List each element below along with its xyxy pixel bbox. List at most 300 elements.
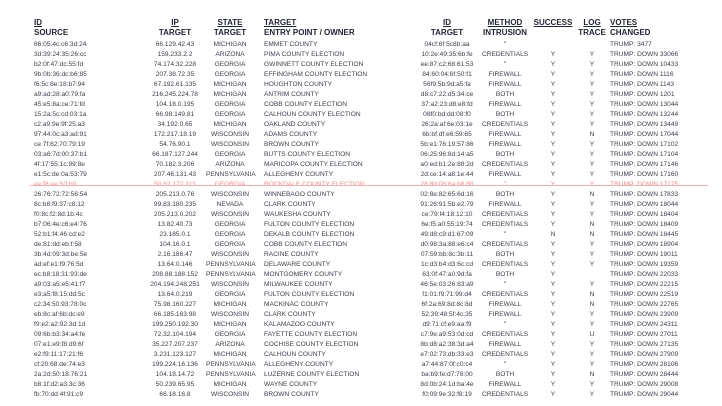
source-id-cell: b7:06:4e:c6:e4:76 [34, 221, 87, 228]
header-trace-line2: TRACE [578, 28, 606, 37]
ip-target-cell: 205.213.0.76 [155, 191, 195, 198]
votes-cell: TRUMP: DOWN 1116 [610, 71, 674, 78]
entry-point-cell: ROCKDALE COUNTY ELECTION [264, 181, 365, 188]
source-id-cell: ad:ef:e1:f9:76:5d [34, 261, 84, 268]
log-trace-cell: Y [589, 51, 595, 58]
target-id-cell: a7:44:87:0f:c0:c4 [421, 361, 473, 368]
method-cell: CREDENTIALS [482, 221, 529, 228]
target-id-cell: 46:5e:03:26:83:a9 [420, 281, 474, 288]
entry-point-cell: ANTRIM COUNTY [264, 91, 319, 98]
log-trace-cell: Y [589, 151, 595, 158]
table-row [0, 40, 722, 50]
source-id-cell: 3b:4d:09:3d:be:5e [34, 251, 88, 258]
ip-target-cell: 199.224.16.136 [152, 361, 198, 368]
target-id-cell: f0:09:9e:32:f8:19 [422, 391, 472, 398]
log-trace-cell: Y [589, 351, 595, 358]
entry-point-cell: KALAMAZOO COUNTY [264, 321, 335, 328]
ip-target-cell: 67.192.61.135 [153, 81, 197, 88]
target-id-cell: d9:71:cf:e9:aa:f9 [422, 321, 472, 328]
source-id-cell: 8c:b8:f9:37:c8:12 [34, 201, 85, 208]
entry-point-cell: LUZERNE COUNTY ELECTION [264, 371, 360, 378]
state-cell: MICHIGAN [213, 351, 247, 358]
target-id-cell: a0:ed:b1:2e:88:2d [420, 161, 474, 168]
votes-cell: TRUMP: DOWN 29044 [610, 391, 679, 398]
source-id-cell: 09:6b:b3:34:a4:fe [34, 331, 86, 338]
ip-target-cell: 204.194.248.251 [150, 281, 200, 288]
log-trace-cell: Y [589, 211, 595, 218]
log-trace-cell: Y [589, 341, 595, 348]
success-cell: Y [550, 161, 556, 168]
target-id-cell: 56f9:5b:9d:a5:fa [423, 81, 471, 88]
log-trace-cell: U [589, 331, 595, 338]
success-cell: Y [550, 121, 556, 128]
target-id-cell: 07:59:bb:8c:3b:11 [420, 251, 474, 258]
method-cell: BOTH [495, 271, 515, 278]
ip-target-cell: 172.217.18.19 [153, 131, 197, 138]
success-cell: Y [550, 371, 556, 378]
table-row [0, 100, 722, 110]
source-id-cell: 26:76:72:72:56:54 [34, 191, 88, 198]
table-row [0, 300, 722, 310]
method-cell: BOTH [495, 151, 515, 158]
success-cell: Y [550, 71, 556, 78]
votes-cell: TRUMP: DOWN 24311 [610, 321, 678, 328]
state-cell: ARIZONA [215, 161, 245, 168]
method-cell: FIREWALL [488, 171, 522, 178]
method-cell: FIREWALL [488, 131, 522, 138]
state-cell: GEORGIA [214, 291, 246, 298]
header-entry-owner-line2: ENTRY POINT / OWNER [264, 28, 355, 37]
log-trace-cell: N [589, 371, 595, 378]
success-cell: Y [550, 331, 556, 338]
entry-point-cell: ALLEGHENY COUNTY [264, 171, 334, 178]
success-cell: Y [550, 351, 556, 358]
ip-target-cell: 66.18.16.8 [159, 391, 191, 398]
success-cell: Y [550, 141, 556, 148]
votes-cell: TRUMP: DOWN 13244 [610, 111, 679, 118]
header-id-target: ID [443, 18, 451, 27]
votes-cell: TRUMP: DOWN 1143 [610, 81, 674, 88]
votes-cell: TRUMP: DOWN 17044 [610, 131, 679, 138]
method-cell: BOTH [495, 251, 515, 258]
log-trace-cell: Y [589, 261, 595, 268]
ip-target-cell: 13.64.0.146 [157, 261, 193, 268]
header-votes: VOTES [610, 18, 638, 27]
entry-point-cell: CALHOUN COUNTY [264, 351, 326, 358]
method-cell: " [503, 181, 507, 188]
log-trace-cell: Y [589, 391, 595, 398]
target-id-cell: 04cf:6f:5c8b:aa [424, 41, 470, 48]
target-id-cell: 02:8e:82:65:6d:16 [420, 191, 474, 198]
success-cell: Y [550, 181, 556, 188]
table-row [0, 170, 722, 180]
method-cell: CREDENTIALS [482, 241, 529, 248]
table-row [0, 240, 722, 250]
method-cell: " [503, 361, 507, 368]
method-cell: FIREWALL [488, 301, 522, 308]
entry-point-cell: WAUKESHA COUNTY [264, 211, 331, 218]
votes-cell: TRUMP: DOWN 28106 [610, 361, 679, 368]
success-cell: N [550, 231, 556, 238]
source-id-cell: 4f:17:55:1c:99:8e [34, 161, 85, 168]
method-cell: FIREWALL [488, 101, 522, 108]
state-cell: MICHIGAN [213, 91, 247, 98]
entry-point-cell: ALLEGHENY COUNTY [264, 361, 334, 368]
ip-target-cell: 13.64.0.219 [157, 291, 193, 298]
header-ip-target: IP [171, 18, 179, 27]
method-cell: BOTH [495, 191, 515, 198]
entry-point-cell: ADAMS COUNTY [264, 131, 318, 138]
ip-target-cell: 50.62.172.113 [154, 181, 196, 188]
method-cell: FIREWALL [488, 341, 522, 348]
table-row [0, 210, 722, 220]
ip-target-cell: 75.98.160.227 [153, 301, 197, 308]
table-row [0, 180, 722, 190]
source-id-cell: ec:b8:18:31:93:de [34, 271, 87, 278]
method-cell: CREDENTIALS [482, 161, 529, 168]
log-trace-cell: N [589, 131, 595, 138]
success-cell: Y [550, 151, 556, 158]
target-id-cell: ce:79:f4:18:12:10 [421, 211, 473, 218]
state-cell: MICHIGAN [213, 321, 247, 328]
entry-point-cell: BROWN COUNTY [264, 141, 319, 148]
state-cell: GEORGIA [214, 181, 246, 188]
source-id-cell: f9:e2:a2:92:3d:1d [34, 321, 86, 328]
source-id-cell: c2:34:50:93:78:0c [34, 301, 87, 308]
table-row [0, 390, 722, 400]
method-cell: CREDENTIALS [482, 51, 529, 58]
votes-cell: TRUMP: DOWN 10433 [610, 61, 679, 68]
votes-cell: TRUMP: DOWN 22215 [610, 281, 679, 288]
table-row [0, 130, 722, 140]
ip-target-cell: 99.83.180.235 [153, 201, 197, 208]
state-cell: WISCONSIN [210, 251, 250, 258]
source-id-cell: c2:a9:9e:9f:25:a3 [34, 121, 85, 128]
ip-target-cell: 66.129.42.43 [155, 41, 195, 48]
ip-target-cell: 23.185.0.1 [159, 231, 191, 238]
success-cell: Y [550, 211, 556, 218]
method-cell: " [503, 321, 507, 328]
table-row [0, 350, 722, 360]
success-cell: Y [550, 131, 556, 138]
ip-target-cell: 104.16.0.1 [159, 241, 191, 248]
source-id-cell: 03:a6:7d:00:37:b1 [34, 151, 88, 158]
log-trace-cell: Y [589, 121, 595, 128]
source-id-cell: f0:8c:f2:8d:1b:4c [34, 211, 83, 218]
method-cell: CREDENTIALS [482, 261, 529, 268]
log-trace-cell: Y [589, 161, 595, 168]
log-trace-cell: Y [589, 321, 595, 328]
log-trace-cell: Y [589, 71, 595, 78]
success-cell: Y [550, 271, 556, 278]
method-cell: " [503, 281, 507, 288]
log-trace-cell: Y [589, 381, 595, 388]
success-cell: Y [550, 51, 556, 58]
entry-point-cell: CLARK COUNTY [264, 201, 316, 208]
source-id-cell: cf:20:68:de:74:e3 [34, 361, 85, 368]
target-id-cell: 6f:2a:69:8d:8c:8d [421, 301, 473, 308]
state-cell: WISCONSIN [210, 211, 250, 218]
entry-point-cell: WAYNE COUNTY [264, 381, 318, 388]
source-id-cell: 15:2a:5c:cd:03:1a [34, 111, 87, 118]
success-cell: Y [550, 391, 556, 398]
log-trace-cell: N [589, 301, 595, 308]
entry-point-cell: MILWAUKEE COUNTY [264, 281, 333, 288]
ip-target-cell: 35.227.207.237 [152, 341, 198, 348]
source-id-cell: 86:05:4c:c6:3d:24 [34, 41, 87, 48]
method-cell: CREDENTIALS [482, 331, 529, 338]
table-row [0, 380, 722, 390]
ip-target-cell: 207.46.131.43 [153, 171, 197, 178]
state-cell: MICHIGAN [213, 81, 247, 88]
ip-target-cell: 2.16.186.47 [157, 251, 193, 258]
log-trace-cell: Y [589, 311, 595, 318]
entry-point-cell: COBB COUNTY ELECTION [264, 101, 348, 108]
votes-cell: TRUMP: DOWN 1201 [610, 91, 675, 98]
method-cell: CREDENTIALS [482, 291, 529, 298]
state-cell: MICHIGAN [213, 381, 247, 388]
state-cell: PENNSYLVANIA [206, 171, 256, 178]
source-id-cell: 9b:0b:36:dc:b6:85 [34, 71, 87, 78]
table-row [0, 60, 722, 70]
ip-target-cell: 70.182.3.206 [155, 161, 195, 168]
table-row [0, 90, 722, 100]
table-row [0, 160, 722, 170]
success-cell: Y [550, 321, 556, 328]
table-row [0, 220, 722, 230]
source-id-cell: e1:5c:de:0a:53:79 [34, 171, 87, 178]
votes-cell: TRUMP: DOWN 33066 [610, 51, 679, 58]
table-row [0, 80, 722, 90]
entry-point-cell: GWINNETT COUNTY ELECTION [264, 61, 364, 68]
state-cell: GEORGIA [214, 221, 246, 228]
ip-target-cell: 3.231.123.127 [153, 351, 197, 358]
log-trace-cell: N [589, 221, 595, 228]
target-id-cell: 1c:d3:b4:d3:6c:cd [420, 261, 474, 268]
source-id-cell: b8:1f:d2:a3:3c:36 [34, 381, 85, 388]
success-cell: Y [550, 61, 556, 68]
log-trace-cell: Y [589, 241, 595, 248]
target-id-cell: 37:a2:23:d8:e8:fd [421, 101, 473, 108]
success-cell: Y [550, 201, 556, 208]
header-id-target-line2: TARGET [430, 28, 464, 37]
method-cell: FIREWALL [488, 201, 522, 208]
table-row [0, 280, 722, 290]
source-id-cell: 3d:39:24:35:26:cc [34, 51, 87, 58]
votes-cell: TRUMP: 3477 [610, 41, 652, 48]
entry-point-cell: BUTTS COUNTY ELECTION [264, 151, 350, 158]
target-id-cell: 10:2e:49:35:6b:fe [421, 51, 473, 58]
method-cell: CREDENTIALS [482, 351, 529, 358]
votes-cell: TRUMP: DOWN 27135 [610, 341, 679, 348]
ip-target-cell: 66.185.163.98 [153, 311, 197, 318]
method-cell: " [503, 41, 507, 48]
ip-target-cell: 13.82.40.73 [157, 221, 193, 228]
log-trace-cell: Y [589, 141, 595, 148]
target-id-cell: 26:2a:af:6e:03:1e [421, 121, 473, 128]
target-id-cell: 06:25:96:8d:14:a5 [420, 151, 474, 158]
votes-cell: TRUMP: DOWN 17146 [610, 161, 679, 168]
table-row [0, 230, 722, 240]
method-cell: CREDENTIALS [482, 211, 529, 218]
table-row [0, 270, 722, 280]
ip-target-cell: 216.245.224.78 [152, 91, 198, 98]
votes-cell: TRUMP: DOWN 17102 [610, 141, 679, 148]
votes-cell: TRUMP: DOWN 22519 [610, 291, 679, 298]
header-log: LOG [583, 18, 601, 27]
ip-target-cell: 50.239.65.95 [155, 381, 195, 388]
header-state-target-line2: TARGET [213, 28, 247, 37]
method-cell: FIREWALL [488, 311, 522, 318]
votes-cell: TRUMP: DOWN 19359 [610, 261, 679, 268]
log-trace-cell: Y [589, 361, 595, 368]
entry-point-cell: WINNEBAGO COUNTY [264, 191, 335, 198]
votes-cell: TRUMP: DOWN 22765 [610, 301, 679, 308]
table-row [0, 140, 722, 150]
votes-cell: TRUMP: DOWN 18904 [610, 241, 679, 248]
method-cell: " [503, 231, 507, 238]
header-target-entry: TARGET [264, 18, 297, 27]
table-row [0, 200, 722, 210]
source-id-cell: 07:e1:e9:f8:d9:6f [34, 341, 84, 348]
ip-target-cell: 205.213.0.202 [153, 211, 197, 218]
state-cell: GEORGIA [214, 231, 246, 238]
success-cell: Y [550, 171, 556, 178]
source-id-cell: de:81:dd:eb:f:58 [34, 241, 82, 248]
state-cell: GEORGIA [214, 331, 246, 338]
source-id-cell: e2:f9:11:17:21:f6 [34, 351, 84, 358]
state-cell: WISCONSIN [210, 141, 250, 148]
success-cell: Y [550, 101, 556, 108]
votes-cell: TRUMP: DOWN 13449 [610, 121, 679, 128]
method-cell: FIREWALL [488, 141, 522, 148]
header-changed-line2: CHANGED [610, 28, 651, 37]
method-cell: BOTH [495, 91, 515, 98]
table-row [0, 110, 722, 120]
state-cell: WISCONSIN [210, 131, 250, 138]
entry-point-cell: BROWN COUNTY [264, 391, 319, 398]
votes-cell: TRUMP: DOWN 23909 [610, 311, 679, 318]
target-id-cell: 5b:e1:76:19:57:86 [420, 141, 474, 148]
source-id-cell: b2:0f:47:dc:55:fd [34, 61, 84, 68]
entry-point-cell: EFFINGHAM COUNTY ELECTION [264, 71, 368, 78]
votes-cell: TRUMP: DOWN 18445 [610, 231, 679, 238]
state-cell: MICHIGAN [213, 41, 247, 48]
entry-point-cell: MARICOPA COUNTY ELECTION [264, 161, 363, 168]
target-id-cell: f1:01:f9:71:99:d4 [422, 291, 472, 298]
log-trace-cell: Y [589, 111, 595, 118]
table-row [0, 310, 722, 320]
table-row [0, 320, 722, 330]
state-cell: GEORGIA [214, 101, 246, 108]
target-id-cell: 6b:bf:df:e6:59:65 [422, 131, 472, 138]
entry-point-cell: OAKLAND COUNTY [264, 121, 326, 128]
method-cell: CREDENTIALS [482, 391, 529, 398]
state-cell: MICHIGAN [213, 301, 247, 308]
source-id-cell: eb:8c:af:6b:dc:e9 [34, 311, 85, 318]
log-trace-cell: Y [589, 101, 595, 108]
state-cell: GEORGIA [214, 61, 246, 68]
method-cell: FIREWALL [488, 71, 522, 78]
header-ip-target-line2: TARGET [158, 28, 192, 37]
table-row [0, 50, 722, 60]
votes-cell: TRUMP: DOWN 17833 [610, 191, 679, 198]
target-id-cell: d8:c7:22:d5:34:ce [420, 91, 474, 98]
log-trace-cell: N [589, 291, 595, 298]
log-trace-cell: N [589, 191, 595, 198]
success-cell: Y [550, 291, 556, 298]
method-cell: BOTH [495, 111, 515, 118]
success-cell: Y [550, 241, 556, 248]
table-row [0, 120, 722, 130]
entry-point-cell: COCHISE COUNTY ELECTION [264, 341, 359, 348]
state-cell: WISCONSIN [210, 391, 250, 398]
success-cell: Y [550, 311, 556, 318]
state-cell: PENNSYLVANIA [206, 371, 256, 378]
state-cell: MICHIGAN [213, 121, 247, 128]
table-row [0, 250, 722, 260]
ip-target-cell: 54.76.90.1 [159, 141, 191, 148]
target-id-cell: 6e:f5:a0:55:19:74 [421, 221, 473, 228]
header-success: SUCCESS [533, 18, 573, 27]
entry-point-cell: DEKALB COUNTY ELECTION [264, 231, 355, 238]
ip-target-cell: 199.250.192.30 [152, 321, 198, 328]
source-id-cell: a9:03:a5:e5:41:f7 [34, 281, 86, 288]
state-cell: GEORGIA [214, 151, 246, 158]
method-cell: BOTH [495, 371, 515, 378]
ip-target-cell: 159.233.2.2 [157, 51, 193, 58]
target-id-cell: 08f0:bd:dd:08:f0 [423, 111, 471, 118]
method-cell: FIREWALL [488, 381, 522, 388]
state-cell: GEORGIA [214, 111, 246, 118]
table-row [0, 370, 722, 380]
state-cell: WISCONSIN [210, 191, 250, 198]
state-cell: PENNSYLVANIA [206, 261, 256, 268]
ip-target-cell: 104.18.14.72 [155, 371, 195, 378]
state-cell: GEORGIA [214, 71, 246, 78]
votes-cell: TRUMP: DOWN 18404 [610, 211, 679, 218]
header-id-source-line2: SOURCE [34, 28, 69, 37]
entry-point-cell: FULTON COUNTY ELECTION [264, 221, 355, 228]
entry-point-cell: CALHOUN COUNTY ELECTION [264, 111, 361, 118]
target-id-cell: ba:b9:fe:d7:78:00 [421, 371, 473, 378]
votes-cell: TRUMP: DOWN 29008 [610, 381, 679, 388]
source-id-cell: 2a:2d:50:18:76:21 [34, 371, 88, 378]
log-trace-cell: Y [589, 251, 595, 258]
target-id-cell: 52:39:48:5f:4c:35 [421, 311, 473, 318]
source-id-cell: 45:e5:8a:ce:71:fd [34, 101, 85, 108]
votes-cell: TRUMP: DOWN 27909 [610, 351, 679, 358]
method-cell: " [503, 61, 507, 68]
success-cell: Y [550, 361, 556, 368]
target-id-cell: ee:87:c2:68:61:53 [420, 61, 474, 68]
entry-point-cell: HOUGHTON COUNTY [264, 81, 333, 88]
success-cell: Y [550, 111, 556, 118]
table-row [0, 340, 722, 350]
source-id-cell: ce:7f:62:70:79:19 [34, 141, 85, 148]
target-id-cell: c7:9e:a9:53:0d:cd [420, 331, 474, 338]
log-trace-cell: Y [589, 91, 595, 98]
state-cell: PENNSYLVANIA [206, 361, 256, 368]
votes-cell: TRUMP: DOWN 17160 [610, 171, 679, 178]
source-id-cell: f6:5c:8e:18:b7:94 [34, 81, 85, 88]
entry-point-cell: COBB COUNTY ELECTION [264, 241, 348, 248]
log-trace-cell: Y [589, 281, 595, 288]
entry-point-cell: FAYETTE COUNTY ELECTION [264, 331, 358, 338]
target-id-cell: 84:60:04:6f:50:f1 [422, 71, 472, 78]
table-row [0, 260, 722, 270]
ip-target-cell: 34.192.0.65 [157, 121, 193, 128]
